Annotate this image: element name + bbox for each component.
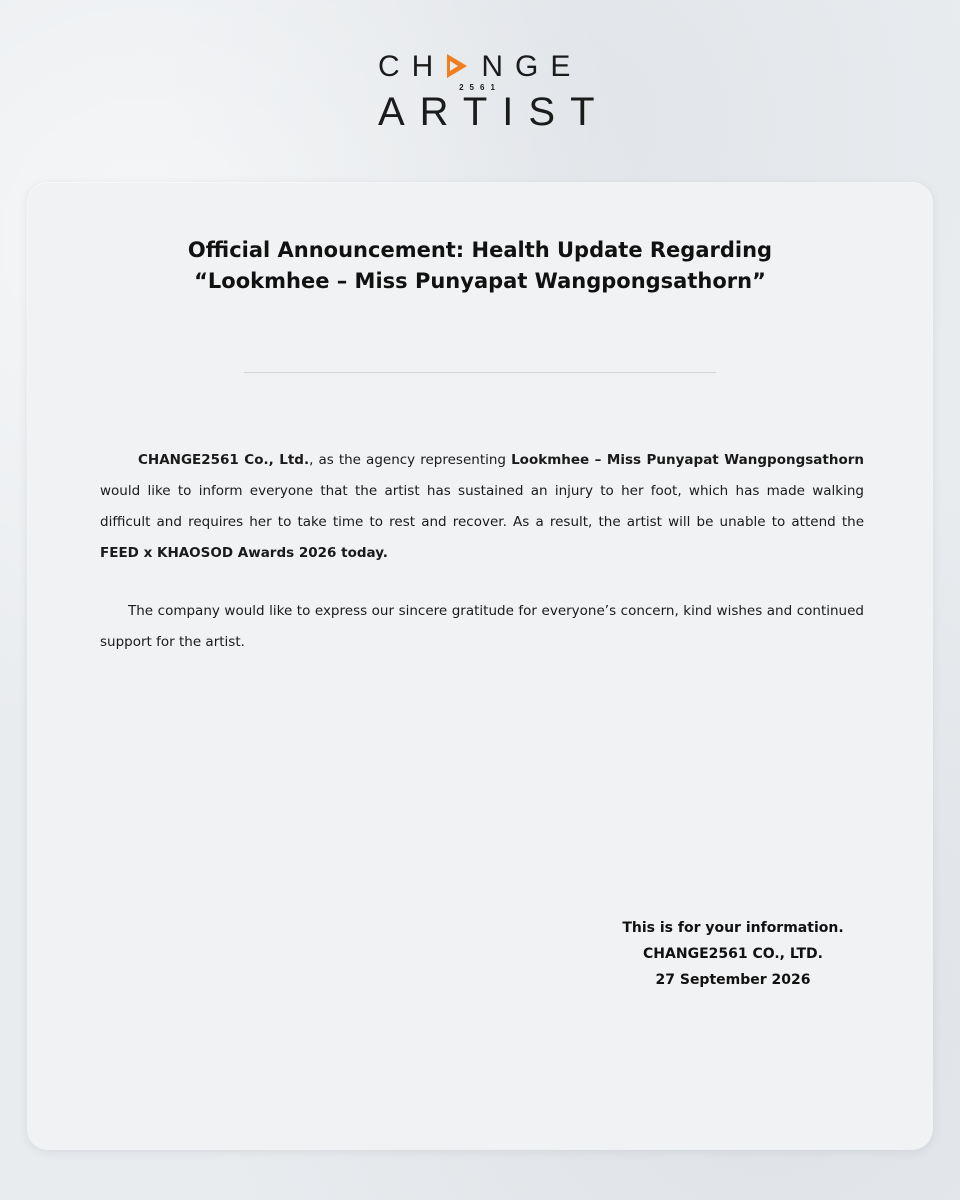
logo-wordmark-change: [378, 52, 582, 82]
signoff-company: CHANGE2561 CO., LTD.: [643, 946, 823, 962]
logo-change-left: CH: [378, 50, 446, 83]
artist-name: Lookmhee – Miss Punyapat Wangpongsathorn: [511, 452, 864, 468]
body-paragraph-1: [100, 445, 864, 569]
logo-wordmark-artist: ARTIST: [378, 90, 610, 134]
title-divider: [244, 372, 716, 373]
announcement-body: [100, 445, 864, 658]
logo-change-right: NGE: [481, 50, 583, 83]
body-p1-text-2: would like to inform everyone that the artist has sustained an injury to her foot, which has made walking difficult and requires her to take time to rest and recover. As a result, the artist will be unable to attend the: [100, 483, 864, 530]
body-paragraph-2: The company would like to express our sincere gratitude for everyone’s concern, kind wishes and continued support for the artist.: [100, 603, 864, 650]
company-name: CHANGE2561 Co., Ltd.: [138, 452, 310, 468]
signoff-date: 27 September 2026: [655, 972, 811, 988]
announcement-title-line1: Official Announcement: Health Update Regarding: [187, 238, 773, 262]
event-name: FEED x KHAOSOD Awards 2026 today.: [100, 545, 388, 561]
announcement-title-line2: “Lookmhee – Miss Punyapat Wangpongsathorn”: [194, 269, 766, 293]
play-triangle-icon: [447, 54, 467, 78]
logo-year: 2561: [459, 83, 501, 92]
announcement-title: [28, 235, 932, 297]
signoff: [588, 915, 878, 993]
change-artist-logo: [330, 48, 630, 138]
signoff-line-1: This is for your information.: [622, 920, 844, 936]
body-p1-text-1: , as the agency representing: [309, 452, 512, 468]
announcement-card: [28, 183, 932, 1149]
